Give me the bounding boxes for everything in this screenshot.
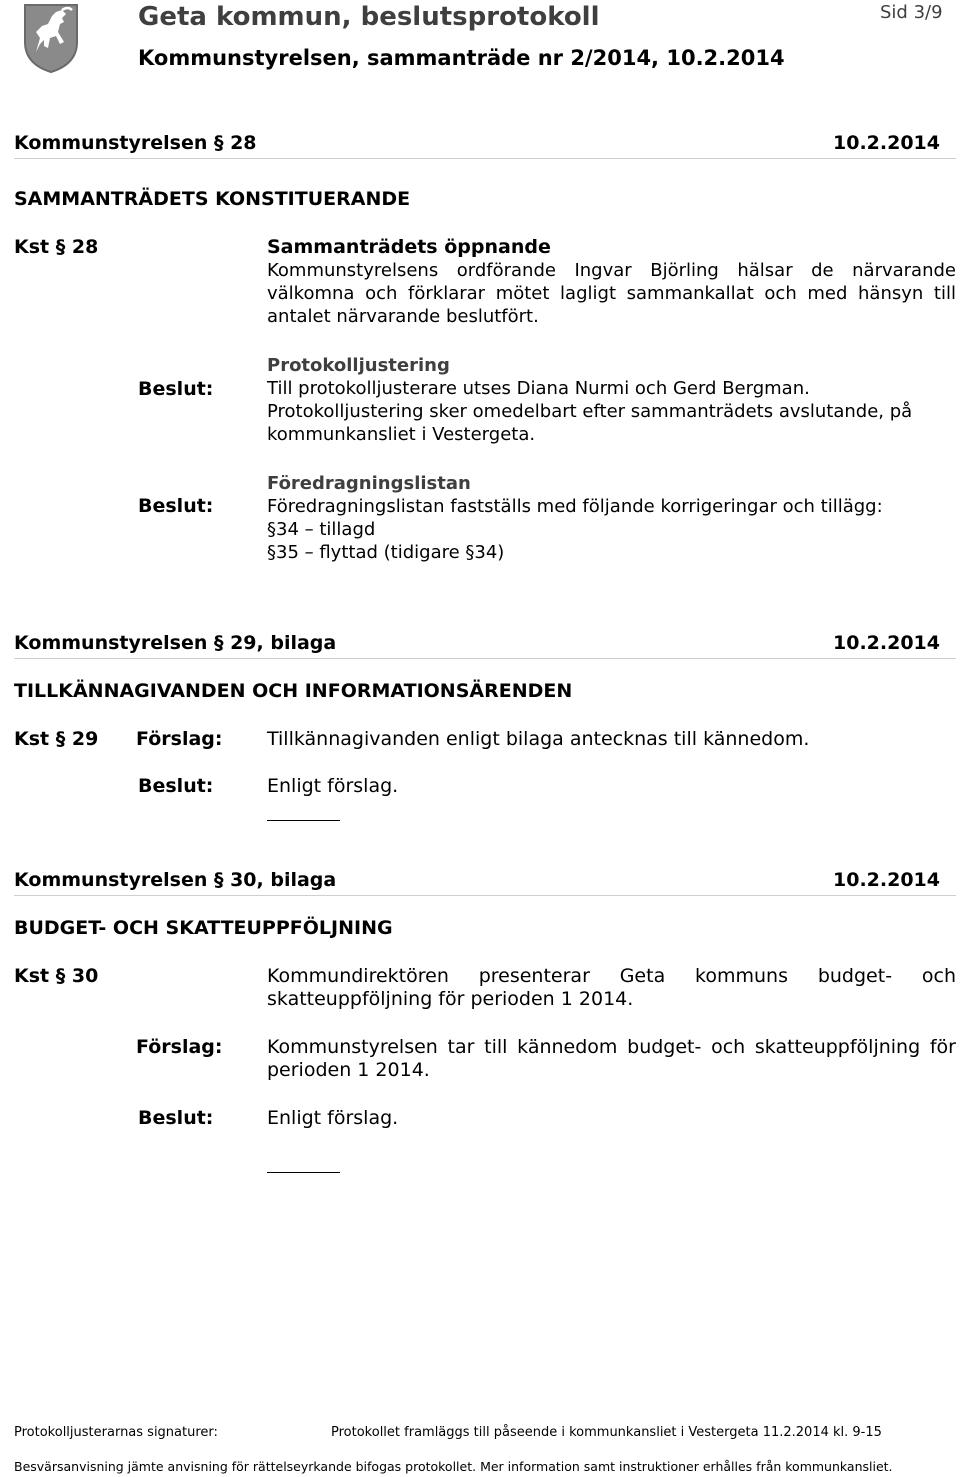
agenda-item-protokolljustering <box>267 354 956 446</box>
intro-text: Kommundirektören presenterar Geta kommuns budget- och skatteuppföljning för perioden 1 2014. <box>267 965 956 1010</box>
section-heading-29 <box>14 632 956 659</box>
item-text: §34 – tillagd <box>267 519 376 540</box>
section-heading-label: Kommunstyrelsen § 30, bilaga <box>14 869 337 891</box>
item-text: Kommunstyrelsens ordförande Ingvar Björling hälsar de närvarande välkomna och förklarar mötet lagligt sammankallat och med hänsyn till antalet närvarande beslutfört. <box>267 260 956 327</box>
beslut-label: Beslut: <box>138 1107 214 1129</box>
item-title: Protokolljustering <box>267 355 450 376</box>
document-title: Geta kommun, beslutsprotokoll <box>138 2 600 32</box>
page-number: Sid 3/9 <box>880 2 943 23</box>
section-title: TILLKÄNNAGIVANDEN OCH INFORMATIONSÄRENDEN <box>14 680 573 702</box>
section-heading-label: Kommunstyrelsen § 29, bilaga <box>14 632 337 654</box>
meeting-subtitle: Kommunstyrelsen, sammanträde nr 2/2014, 10.2.2014 <box>138 46 785 70</box>
item-text: Föredragningslistan fastställs med följande korrigeringar och tillägg: <box>267 496 883 517</box>
beslut-label: Beslut: <box>138 775 214 797</box>
section-heading-28 <box>14 132 956 159</box>
kst-label: Kst § 29 <box>14 728 99 750</box>
section-heading-30 <box>14 869 956 896</box>
beslut-label: Beslut: <box>138 378 214 400</box>
kst-label: Kst § 30 <box>14 965 99 987</box>
forslag-text: Kommunstyrelsen tar till kännedom budget- och skatteuppföljning för perioden 1 2014. <box>267 1036 956 1081</box>
beslut-text: Enligt förslag. <box>267 1107 399 1129</box>
section-title: SAMMANTRÄDETS KONSTITUERANDE <box>14 188 411 210</box>
section-heading-date: 10.2.2014 <box>833 632 940 654</box>
forslag-label: Förslag: <box>136 728 223 750</box>
display-notice: Protokollet framläggs till påseende i kommunkansliet i Vestergeta 11.2.2014 kl. 9-15 <box>331 1425 882 1440</box>
end-rule <box>267 820 340 821</box>
agenda-item-opening <box>267 236 956 328</box>
signatures-label: Protokolljusterarnas signaturer: <box>14 1425 218 1440</box>
item-text: Protokolljustering sker omedelbart efter sammanträdets avslutande, på kommunkansliet i Vestergeta. <box>267 401 913 445</box>
item-text: §35 – flyttad (tidigare §34) <box>267 542 505 563</box>
section-heading-label: Kommunstyrelsen § 28 <box>14 132 257 154</box>
item-title: Föredragningslistan <box>267 473 471 494</box>
section-heading-date: 10.2.2014 <box>833 869 940 891</box>
forslag-label: Förslag: <box>136 1036 223 1058</box>
forslag-text: Tillkännagivanden enligt bilaga antecknas till kännedom. <box>267 728 810 750</box>
beslut-label: Beslut: <box>138 495 214 517</box>
section-title: BUDGET- OCH SKATTEUPPFÖLJNING <box>14 917 393 939</box>
end-rule <box>267 1172 340 1173</box>
kst-label: Kst § 28 <box>14 236 99 258</box>
agenda-item-foredragningslistan <box>267 472 956 564</box>
appeal-notice: Besvärsanvisning jämte anvisning för rättelseyrkande bifogas protokollet. Mer information samt instruktioner erhålles från kommunkansliet. <box>14 1459 893 1474</box>
section-heading-date: 10.2.2014 <box>833 132 940 154</box>
coat-of-arms-goat-icon <box>22 2 80 74</box>
item-title: Sammanträdets öppnande <box>267 236 551 258</box>
item-text: Till protokolljusterare utses Diana Nurmi och Gerd Bergman. <box>267 378 810 399</box>
beslut-text: Enligt förslag. <box>267 775 399 797</box>
